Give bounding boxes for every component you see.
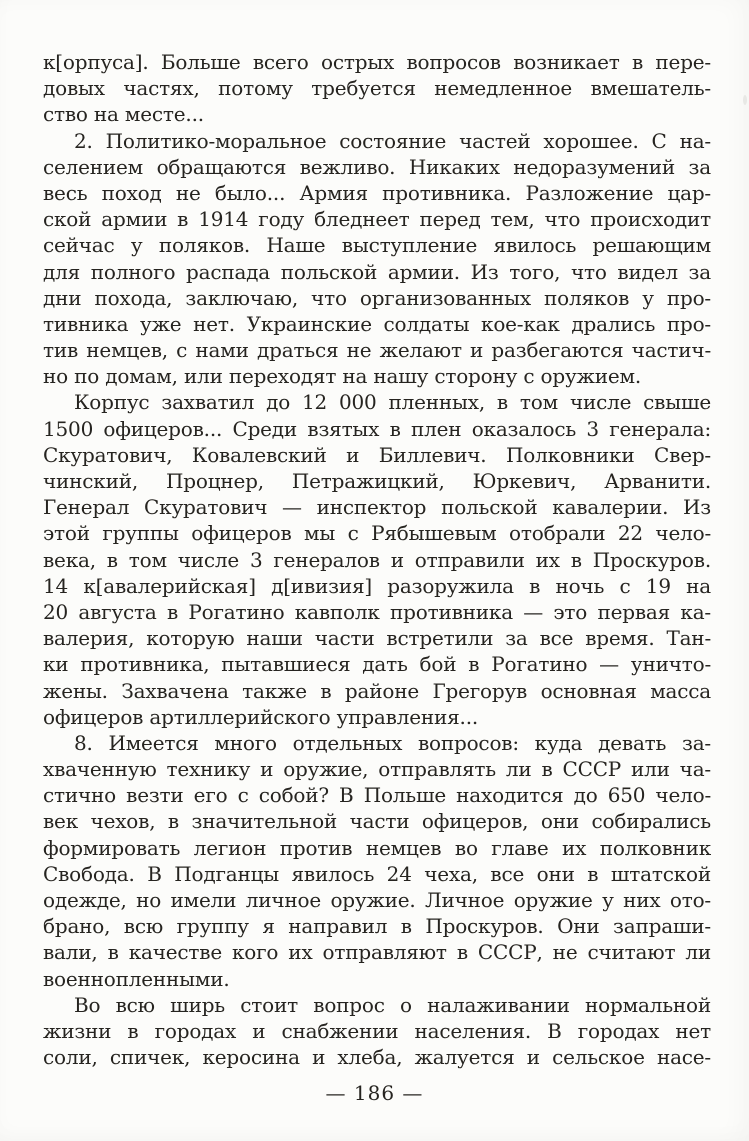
text-line: века, в том числе 3 генералов и отправили их в Проскуров. xyxy=(43,547,711,572)
text-line: Свобода. В Подганцы явилось 24 чеха, все они в штатской xyxy=(43,861,711,886)
paragraph xyxy=(43,992,711,1071)
text-line: 8. Имеется много отдельных вопросов: куда девать за- xyxy=(74,730,711,755)
text-line: чинский, Процнер, Петражицкий, Юркевич, Арванити. xyxy=(43,469,711,493)
text-line: весь поход не было... Армия противника. Разложение цар- xyxy=(43,180,711,205)
text-line: валерия, которую наши части встретили за все время. Тан- xyxy=(43,626,711,651)
text-line: 14 к[авалерийская] д[ивизия] разоружила в ночь с 19 на xyxy=(43,573,711,598)
text-line: Корпус захватил до 12 000 пленных, в том числе свыше xyxy=(74,390,711,415)
text-line: для полного распада польской армии. Из того, что видел за xyxy=(43,259,711,284)
text-line: жены. Захвачена также в районе Грегорув основная масса xyxy=(43,678,711,703)
text-line: к[орпуса]. Больше всего острых вопросов возникает в пере- xyxy=(43,50,711,74)
text-line: брано, всю группу я направил в Проскуров. Они запраши- xyxy=(43,914,711,939)
text-line: 2. Политико-моральное состояние частей хорошее. С на- xyxy=(74,128,711,153)
text-line: дни похода, заключаю, что организованных поляков у про- xyxy=(43,285,711,310)
text-line: довых частях, потому требуется немедленное вмешатель- xyxy=(43,76,711,101)
text-line: но по домам, или переходят на нашу сторону с оружием. xyxy=(43,364,642,389)
text-line: тивника уже нет. Украинские солдаты кое-как дрались про- xyxy=(43,311,711,336)
text-line: Во всю ширь стоит вопрос о налаживании нормальной xyxy=(74,992,711,1017)
text-line: 1500 офицеров... Среди взятых в плен оказалось 3 генерала: xyxy=(43,416,711,441)
page-number: — 186 — xyxy=(325,1081,424,1105)
page-text xyxy=(43,49,711,1070)
text-line: ской армии в 1914 году бледнеет перед тем, что происходит xyxy=(43,207,711,232)
text-line: этой группы офицеров мы с Рябышевым отобрали 22 чело- xyxy=(43,521,711,546)
text-line: жизни в городах и снабжении населения. В городах нет xyxy=(43,1018,711,1043)
paragraph xyxy=(43,128,711,390)
text-line: соли, спичек, керосина и хлеба, жалуется и сельское насе- xyxy=(43,1045,711,1070)
text-line: век чехов, в значительной части офицеров, они собирались xyxy=(43,809,711,834)
text-line: военнопленными. xyxy=(43,966,230,991)
text-line: Скуратович, Ковалевский и Биллевич. Полковники Свер- xyxy=(43,442,711,467)
text-line: одежде, но имели личное оружие. Личное оружие у них ото- xyxy=(43,888,711,912)
text-line: офицеров артиллерийского управления... xyxy=(43,704,479,729)
text-line: тив немцев, с нами драться не желают и разбегаются частич- xyxy=(43,338,711,363)
text-line: селением обращаются вежливо. Никаких недоразумений за xyxy=(43,154,711,179)
text-line: ки противника, пытавшиеся дать бой в Рогатино — уничто- xyxy=(43,652,711,677)
text-line: стично везти его с собой? В Польше находится до 650 чело- xyxy=(43,783,711,808)
text-line: формировать легион против немцев во главе их полковник xyxy=(43,835,711,860)
text-line: сейчас у поляков. Наше выступление явилось решающим xyxy=(43,233,711,258)
paragraph xyxy=(43,730,711,992)
text-line: 20 августа в Рогатино кавполк противника — это первая ка- xyxy=(43,599,711,624)
paragraph xyxy=(43,389,711,729)
text-line: Генерал Скуратович — инспектор польской кавалерии. Из xyxy=(43,495,711,520)
text-line: хваченную технику и оружие, отправлять ли в СССР или ча- xyxy=(43,757,711,782)
paragraph xyxy=(43,49,711,128)
text-line: вали, в качестве кого их отправляют в СССР, не считают ли xyxy=(43,940,711,965)
scan-artifact xyxy=(743,95,747,105)
text-line: ство на месте... xyxy=(43,102,204,127)
